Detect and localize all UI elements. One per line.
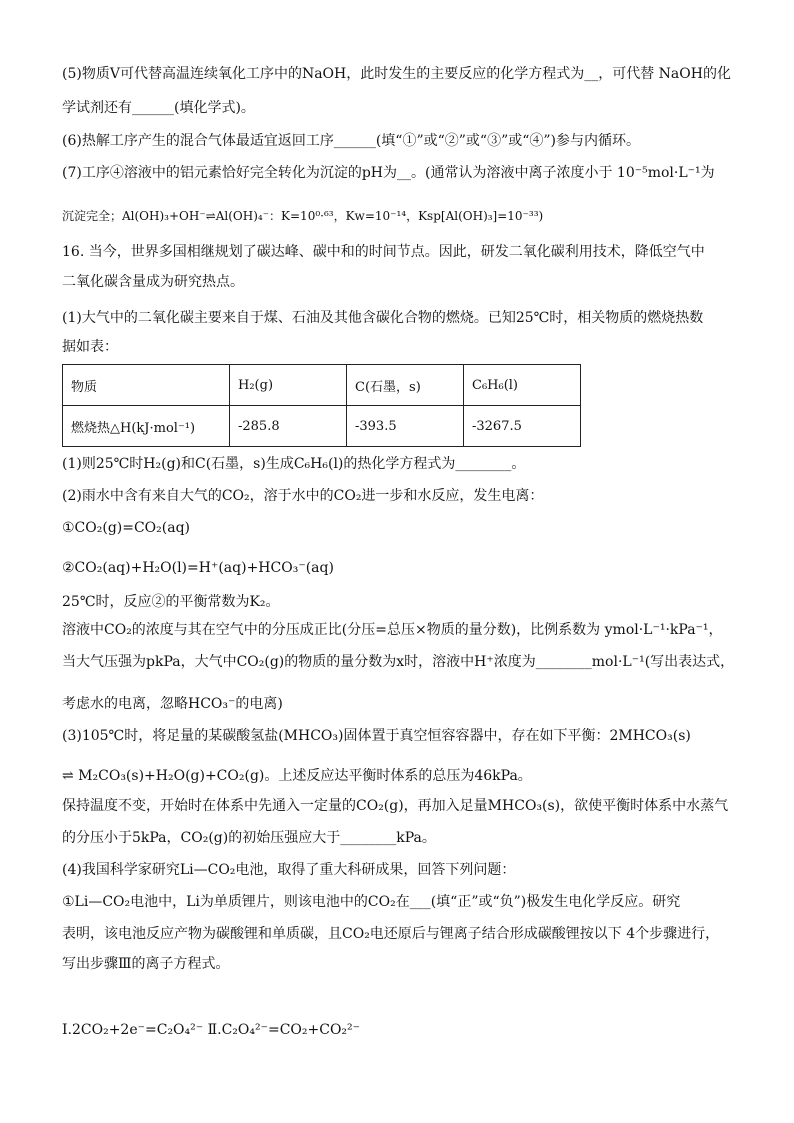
text-line: 据如表： [62,339,118,355]
table-cell: C₆H₆(l) [464,365,581,406]
text-line: 沉淀完全；Al(OH)₃+OH⁻⇌Al(OH)₄⁻：K=10⁰·⁶³，Kw=10⁻¹⁴，Ksp[Al(OH)₃]=10⁻³³) [62,209,544,223]
text-line: 表明，该电池反应产物为碳酸锂和单质碳，且CO₂电还原后与锂离子结合形成碳酸锂按以下 4个步骤进行， [62,926,720,942]
text-line: (1)则25℃时H₂(g)和C(石墨，s)生成C₆H₆(l)的热化学方程式为________。 [62,456,526,472]
text-line: (6)热解工序产生的混合气体最适宜返回工序______(填“①”或“②”或“③”或“④”)参与内循环。 [62,133,641,149]
table-cell: -285.8 [230,406,347,447]
table-cell: -3267.5 [464,406,581,447]
table-row [63,406,581,447]
text-line: 当大气压强为pkPa，大气中CO₂(g)的物质的量分数为x时，溶液中H⁺浓度为________mol·L⁻¹(写出表达式， [62,654,735,670]
text-line: ⇌ M₂CO₃(s)+H₂O(g)+CO₂(g)。上述反应达平衡时体系的总压为46kPa。 [62,768,532,784]
text-line: 溶液中CO₂的浓度与其在空气中的分压成正比(分压=总压×物质的量分数)，比例系数为 ymol·L⁻¹·kPa⁻¹， [62,622,723,638]
question-16-intro: 16. 当今，世界多国相继规划了碳达峰、碳中和的时间节点。因此，研发二氧化碳利用技术，降低空气中 [62,244,705,260]
table-header-row [63,365,581,406]
text-line: (7)工序④溶液中的铝元素恰好完全转化为沉淀的pH为__。(通常认为溶液中离子浓度小于 10⁻⁵mol·L⁻¹为 [62,165,715,181]
text-line: (4)我国科学家研究Li—CO₂电池，取得了重大科研成果，回答下列问题： [62,862,516,878]
table-cell: C(石墨，s) [347,365,464,406]
combustion-heat-table [62,364,581,447]
table-cell: -393.5 [347,406,464,447]
text-line: 二氧化碳含量成为研究热点。 [62,274,244,290]
text-line: (2)雨水中含有来自大气的CO₂，溶于水中的CO₂进一步和水反应，发生电离： [62,488,544,504]
text-line: 25℃时，反应②的平衡常数为K₂。 [62,594,280,610]
text-line: 学试剂还有______(填化学式)。 [62,100,255,116]
text-line: ①Li—CO₂电池中，Li为单质锂片，则该电池中的CO₂在___(填“正”或“负”)极发生电化学反应。研究 [62,894,681,910]
text-line: (3)105℃时，将足量的某碳酸氢盐(MHCO₃)固体置于真空恒容容器中，存在如下平衡：2MHCO₃(s) [62,728,691,744]
text-line: ②CO₂(aq)+H₂O(l)=H⁺(aq)+HCO₃⁻(aq) [62,560,334,576]
table-cell: 燃烧热△H(kJ·mol⁻¹) [63,406,230,447]
text-line: 考虑水的电离，忽略HCO₃⁻的电离) [62,696,283,712]
text-line: ①CO₂(g)=CO₂(aq) [62,520,191,536]
text-line: 保持温度不变，开始时在体系中先通入一定量的CO₂(g)，再加入足量MHCO₃(s)，欲使平衡时体系中水蒸气 [62,798,729,814]
text-line: (5)物质V可代替高温连续氧化工序中的NaOH，此时发生的主要反应的化学方程式为__，可代替 NaOH的化 [62,66,731,82]
text-line: 的分压小于5kPa，CO₂(g)的初始压强应大于________kPa。 [62,830,436,846]
text-line: 写出步骤Ⅲ的离子方程式。 [62,956,230,972]
table-cell: 物质 [63,365,230,406]
text-line: (1)大气中的二氧化碳主要来自于煤、石油及其他含碳化合物的燃烧。已知25℃时，相关物质的燃烧热数 [62,310,704,326]
text-line: Ⅰ.2CO₂+2e⁻=C₂O₄²⁻ Ⅱ.C₂O₄²⁻=CO₂+CO₂²⁻ [62,1022,361,1038]
table-cell: H₂(g) [230,365,347,406]
